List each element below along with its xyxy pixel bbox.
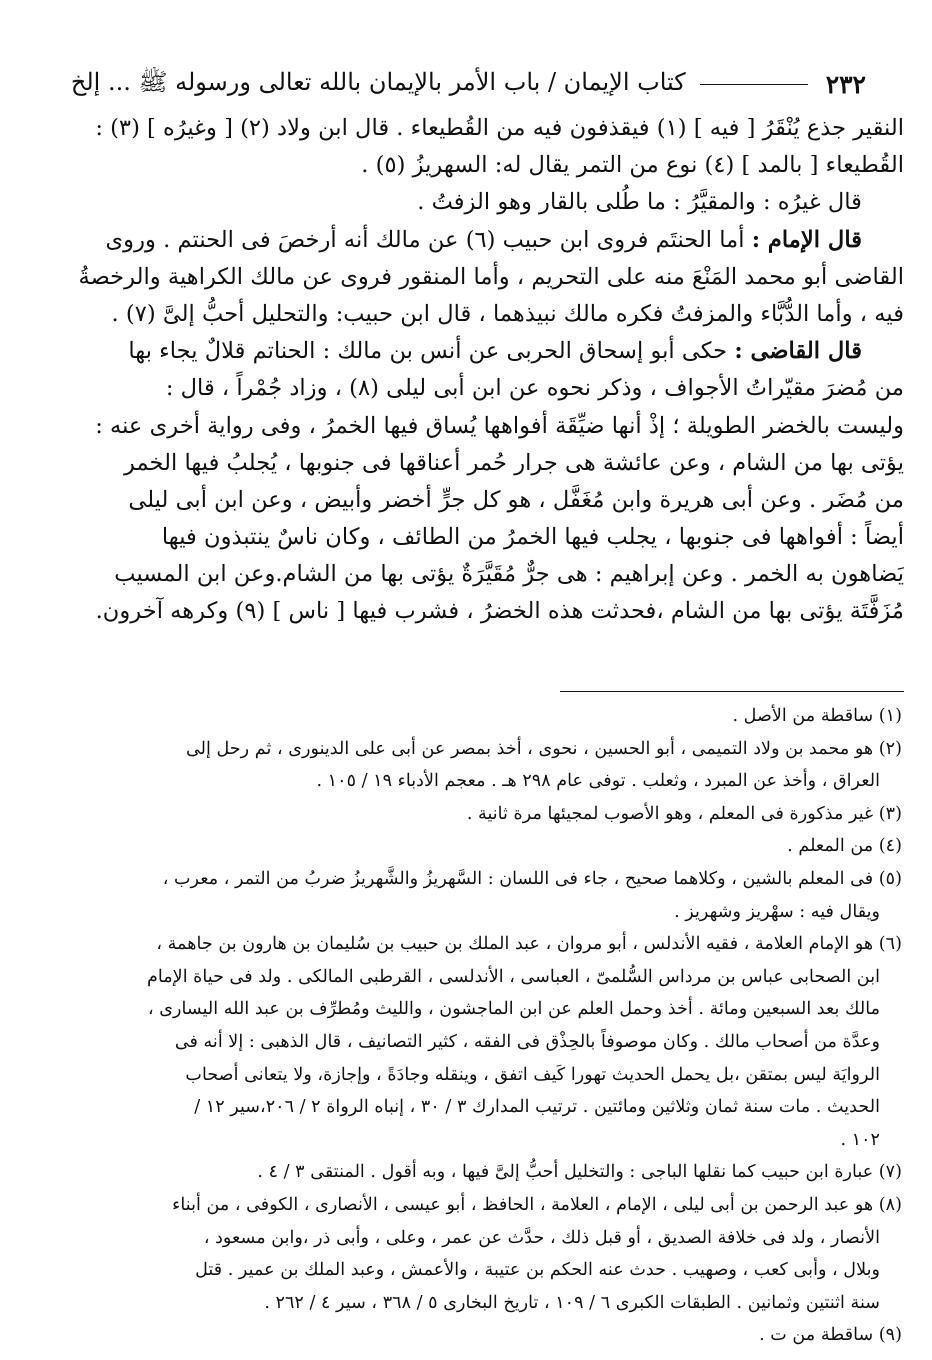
footnote-3: (٣) غير مذكورة فى المعلم ، وهو الأصوب لمجيئها مرة ثانية . (466, 803, 902, 824)
footnote-6-cont: ابن الصحابى عباس بن مرداس السُّلمىّ ، العباسى ، الأندلسى ، القرطبى المالكى . ولد فى حياة الإمام (146, 966, 880, 987)
text-line: يؤتى بها من الشام ، وعن عائشة هى جرار حُمر أعناقها فى جنوبها ، يُجلبُ فيها الخمر (124, 449, 904, 476)
footnote-2: (٢) هو محمد بن ولاد التميمى ، أبو الحسين ، نحوى ، أخذ بمصر عن أبى على الدينورى ، ثم رحل إلى (185, 738, 902, 759)
footnote-2-cont: العراق ، وأخذ عن المبرد ، وثعلب . توفى عام ٢٩٨ هـ . معجم الأدباء ١٩ / ١٠٥ . (316, 771, 880, 792)
footnotes (34, 700, 902, 1352)
header-rule (700, 84, 808, 85)
text-line: النقير جذع يُنْقَرُ [ فيه ] (١) فيقذفون فيه من القُطيعاء . قال ابن ولاد (٢) [ وغيرُه ] (٣) : (95, 115, 904, 141)
footnote-6-cont: ١٠٢ . (840, 1129, 880, 1150)
footnote-8-cont: سنة اثنتين وثمانين . الطبقات الكبرى ٦ / ١٠٩ ، تاريخ البخارى ٥ / ٣٦٨ ، سير ٤ / ٢٦٢ . (264, 1292, 880, 1313)
footnote-7: (٧) عبارة ابن حبيب كما نقلها الباجى : والتخليل أحبُّ إلىَّ فيها ، وبه أقول . المنتقى ٣ / ٤ . (257, 1162, 902, 1183)
speaker-imam: قال الإمام : (751, 226, 862, 253)
footnote-5-cont: ويقال فيه : سهْريز وشهريز . (674, 901, 880, 922)
running-header (30, 64, 866, 104)
footnote-6-cont: وعدَّة من أصحاب مالك . وكان موصوفاً بالحِذْق فى الفقه ، كثير التصانيف ، قال الذهبى : إلا أنه فى (174, 1031, 880, 1052)
text-line: قال غيرُه : والمقيَّرُ : ما طُلى بالقار وهو الزفتُ . (417, 189, 862, 216)
footnote-6-cont: الحديث . مات سنة ثمان وثلاثين ومائتين . ترتيب المدارك ٣ / ٣٠ ، إنباه الرواة ٢ / ٢٠٦،سير ١٢ / (194, 1097, 880, 1118)
text-line-body: أما الحنتَم فروى ابن حبيب (٦) عن مالك أنه أرخصَ فى الحنتم . وروى (105, 226, 745, 253)
footnote-8: (٨) هو عبد الرحمن بن أبى ليلى ، الإمام ، العلامة ، الحافظ ، أبو عيسى ، الأنصارى ، الكوفى ، من أبناء (172, 1194, 902, 1215)
page-number: ٢٣٢ (825, 69, 866, 99)
footnote-5: (٥) فى المعلم بالشين ، وكلاهما صحيح ، جاء فى اللسان : السَّهريزُ والشَّهريزُ ضربُ من التمر ، معرب ، (162, 868, 902, 889)
footnote-6: (٦) هو الإمام العلامة ، فقيه الأندلس ، أبو مروان ، عبد الملك بن حبيب بن سُليمان بن هارون بن جاهمة ، (156, 934, 902, 955)
footnote-6-cont: الروايَة ليس بمتقن ،بل يحمل الحديث تهورا كَيف اتفق ، وينقله وجادَةً ، وإجازة، ولا يتعانى أصحاب (185, 1064, 880, 1085)
running-title: كتاب الإيمان / باب الأمر بالإيمان بالله تعالى ورسوله ﷺ ... إلخ (70, 67, 686, 96)
footnote-6-cont: مالك بعد السبعين ومائة . أخذ وحمل العلم عن ابن الماجشون ، والليث ومُطرِّف بن عبد الله اليسارى ، (148, 999, 880, 1020)
footnote-4: (٤) من المعلم . (787, 836, 902, 857)
footnote-separator (560, 691, 904, 692)
footnote-8-cont: الأنصار ، ولد فى خلافة الصديق ، أو قبل ذلك ، حدَّث عن عمر ، وعلى ، وأبى ذر ،وابن مسعود ، (203, 1227, 880, 1248)
text-line: القُطيعاء [ بالمد ] (٤) نوع من التمر يقال له: السهريزُ (٥) . (361, 152, 904, 179)
speaker-qadi: قال القاضى : (734, 338, 862, 365)
footnote-9: (٩) ساقطة من ت . (759, 1325, 902, 1346)
text-line: يَضاهون به الخمر . وعن إبراهيم : هى جرٌّ مُقَيَّرَةٌ يؤتى بها من الشام.وعن ابن المسيب (114, 561, 904, 588)
text-line: من مُضَر . وعن أبى هريرة وابن مُغَفَّل ، هو كل جرٍّ أخضر وأبيض ، وعن ابن أبى ليلى (128, 486, 904, 513)
text-line: مُزَفَّتَة يؤتى بها من الشام ،فحدثت هذه الخضرُ ، فشرب فيها [ ناس ] (٩) وكرهه آخرون. (95, 598, 904, 625)
text-line: فيه ، وأما الدُّبَّاء والمزفتُ فكره مالك نبيذهما ، قال ابن حبيب: والتحليل أحبُّ إلىَّ (٧) . (111, 300, 904, 327)
footnote-1: (١) ساقطة من الأصل . (732, 706, 902, 726)
text-line-body: حكى أبو إسحاق الحربى عن أنس بن مالك : الحناتم قلالٌ يجاء بها (128, 338, 728, 365)
text-line: القاضى أبو محمد المَنْعَ منه على التحريم ، وأما المنقور فروى عن مالك الكراهية والرخصةُ (78, 263, 904, 290)
text-line (26, 333, 904, 370)
text-line (26, 222, 904, 259)
text-line: من مُضرَ مقيّراتُ الأجواف ، وذكر نحوه عن ابن أبى ليلى (٨) ، وزاد جُمْراً ، قال : (165, 375, 904, 402)
main-text (26, 110, 904, 631)
text-line: وليست بالخضر الطويلة ؛ إذْ أنها ضيِّقَة أفواهها يُساق فيها الخمرُ ، وفى رواية أخرى عنه : (95, 412, 904, 439)
footnote-8-cont: وبلال ، وأبى كعب ، وصهيب . حدث عنه الحكم بن عتيبة ، والأعمش ، وعبد الملك بن عمير . قتل (195, 1260, 880, 1281)
text-line: أيضاً : أفواهها فى جنوبها ، يجلب فيها الخمرُ من الطائف ، وكان ناسٌ ينتبذون فيها (161, 524, 904, 551)
